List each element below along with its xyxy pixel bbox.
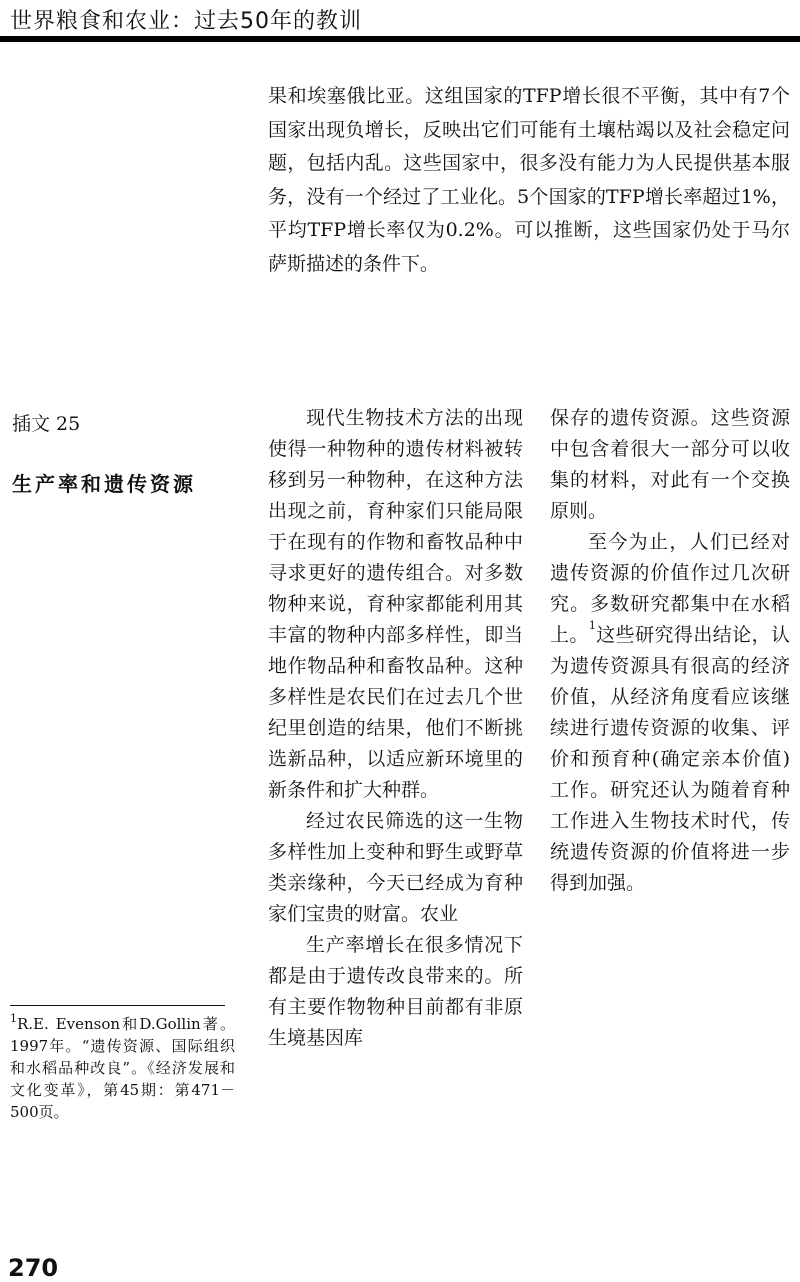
box-title: 生产率和遗传资源 bbox=[12, 472, 196, 496]
box-column-2 bbox=[550, 403, 790, 899]
header-rule bbox=[0, 36, 800, 42]
page-number: 270 bbox=[8, 1254, 59, 1282]
box-paragraph-text: 至今为止，人们已经对遗传资源的价值作过几次研究。多数研究都集中在水稻上。 bbox=[550, 531, 790, 646]
footnote bbox=[10, 1013, 235, 1123]
footnote-marker: 1 bbox=[10, 1012, 17, 1025]
box-paragraph: 经过农民筛选的这一生物多样性加上变种和野生或野草类亲缘种，今天已经成为育种家们宝贵的财富。农业 bbox=[268, 810, 523, 925]
box-column-1 bbox=[268, 403, 523, 1054]
box-paragraph bbox=[550, 527, 790, 899]
box-paragraph: 保存的遗传资源。这些资源中包含着很大一部分可以收集的材料，对此有一个交换原则。 bbox=[550, 407, 790, 522]
running-header-title: 世界粮食和农业：过去50年的教训 bbox=[10, 9, 362, 34]
box-paragraph: 现代生物技术方法的出现使得一种物种的遗传材料被转移到另一种物种，在这种方法出现之前，育种家们只能局限于在现有的作物和畜牧品种中寻求更好的遗传组合。对多数物种来说，育种家都能利用其丰富的物种内部多样性，即当地作物品种和畜牧品种。这种多样性是农民们在过去几个世纪里创造的结果，他们不断挑选新品种，以适应新环境里的新条件和扩大种群。 bbox=[268, 407, 523, 801]
footnote-text: R.E. Evenson和D.Gollin著。1997年。“遗传资源、国际组织和水稻品种改良”。《经济发展和文化变革》，第45期：第471－500页。 bbox=[10, 1015, 235, 1121]
box-paragraph: 生产率增长在很多情况下都是由于遗传改良带来的。所有主要作物物种目前都有非原生境基因库 bbox=[268, 934, 523, 1049]
footnote-rule bbox=[10, 1005, 225, 1006]
intro-paragraph: 果和埃塞俄比亚。这组国家的TFP增长很不平衡，其中有7个国家出现负增长，反映出它们可能有土壤枯竭以及社会稳定问题，包括内乱。这些国家中，很多没有能力为人民提供基本服务，没有一个经过了工业化。5个国家的TFP增长率超过1%，平均TFP增长率仅为0.2%。可以推断，这些国家仍处于马尔萨斯描述的条件下。 bbox=[268, 85, 790, 275]
box-paragraph-text: 这些研究得出结论，认为遗传资源具有很高的经济价值，从经济角度看应该继续进行遗传资源的收集、评价和预育种(确定亲本价值)工作。研究还认为随着育种工作进入生物技术时代，传统遗传资源的价值将进一步得到加强。 bbox=[550, 624, 790, 894]
box-label: 插文 25 bbox=[12, 413, 81, 435]
footnote-reference: 1 bbox=[588, 619, 596, 632]
